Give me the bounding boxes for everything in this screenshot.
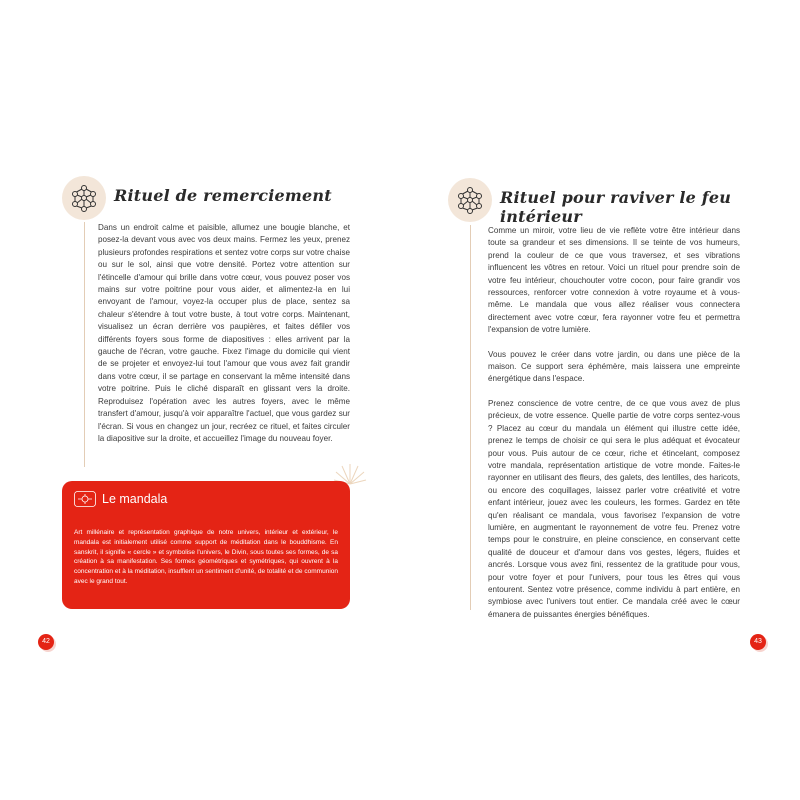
paragraph: Prenez conscience de votre centre, de ce que vous avez de plus précieux, de votre essence. Quelle partie de votre corps sentez-vous ? Placez au cœur du mandala un élément qui illustre cette idée, prenez le temps de choisir ce qui sera le plus adéquat et évocateur pour vous. Puis autour de ce cœur, riche et étincelant, composez votre mandala, représentation artistique de votre monde. Faites-le rayonner en utilisant des fleurs, des galets, des lentilles, des haricots, ou encore des coquillages, laissez parler votre créativité et votre enfant intérieur, jouez avec les couleurs, les formes. Gardez en tête qu'en réalisant ce mandala, vous favorisez l'expansion de votre lumière, en augmentant le rayonnement de votre feu. Prenez votre temps pour le construire, en pleine conscience, en conservant cette qualité de douceur et d'amour dans vos gestes, légers, fluides et ancrés. Lorsque vous avez fini, ressentez de la gratitude pour vous, pour votre foyer et pour l'univers, pour tous les êtres qui vous entourent. Sentez votre présence, comme individu à part entière, en symbiose avec l'univers tout entier. Ce mandala créé avec le cœur émanera de puissantes énergies bénéfiques.: [488, 398, 740, 619]
page-title: Rituel de remerciement: [114, 186, 332, 205]
mandala-icon: [62, 176, 106, 220]
body-text: Dans un endroit calme et paisible, allumez une bougie blanche, et posez-la devant vous avec vos deux mains. Fermez les yeux, prenez plusieurs profondes respirations et sentez votre corps sur votre chaise ou sur le sol, ainsi que votre densité. Portez votre attention sur l'étincelle d'amour qui brille dans votre cœur, vous pouvez poser vos mains sur votre poitrine pour vous aider, et alimentez-la en lui envoyant de l'amour, voyez-la occuper plus de place, sentez sa chaleur s'étendre à tout votre buste, à tout votre corps. Maintenant, visualisez un écran derrière vos paupières, et faites défiler vos différents foyers sous forme de diapositives : elles arrivent par la gauche de l'écran, votre gauche. Fixez l'image du domicile qui vient de se projeter et envoyez-lui tout l'amour que vous avez fait grandir dans votre cœur, il se partage en conservant la même intensité dans votre poitrine. Puis le cliché disparaît en glissant vers la droite. Reproduisez l'opération avec les autres foyers, avec le même transfert d'amour, jusqu'à voir apparaître l'actuel, que vous gardez sur l'écran. Si vous en changez un jour, recréez ce rituel, et faites circuler la diapositive sur la droite, et accueillez l'image du nouveau foyer.: [98, 223, 350, 443]
rule-line: [470, 225, 471, 610]
rule-line: [84, 222, 85, 467]
mandala-badge-icon: [74, 491, 96, 507]
paragraph: Vous pouvez le créer dans votre jardin, ou dans une pièce de la maison. Ce support sera éphémère, mais laissera une empreinte énergétique dans l'espace.: [488, 349, 740, 384]
page-title: Rituel pour raviver le feu intérieur: [500, 188, 732, 226]
box-text: Art millénaire et représentation graphique de notre univers, intérieur et extérieur, le mandala est initialement utilisé comme support de méditation dans le bouddhisme. En sanskrit, il signifie « cercle » et symbolise l'univers, le Divin, sous toutes ses formes, de sa création à sa manifestation. Ses formes géométriques et symétriques, qui ouvrent à la concentration et à la méditation, insufflent un sentiment d'unité, de totalité et de communion avec le grand tout.: [74, 529, 338, 585]
paragraph: Comme un miroir, votre lieu de vie reflète votre être intérieur dans toute sa grandeur et ses dimensions. Il se teinte de vos humeurs, prend la couleur de ce que vous traversez, et ses vibrations influencent les vôtres en retour. Voici un rituel pour prendre soin de votre feu intérieur, chouchouter votre cocon, pour faire grandir vos ressources, renforcer votre connexion à votre royaume et à vous-même. Le mandala que vous allez réaliser vous connectera directement avec votre cœur, fera rayonner votre feu et permettra l'expansion de votre lumière.: [488, 226, 740, 335]
body-text: [488, 225, 740, 633]
page-number: 42: [38, 634, 54, 650]
right-page: [400, 0, 800, 800]
box-title: Le mandala: [102, 492, 168, 506]
mandala-info-box: [62, 481, 350, 609]
mandala-icon: [448, 178, 492, 222]
page-number: 43: [750, 634, 766, 650]
